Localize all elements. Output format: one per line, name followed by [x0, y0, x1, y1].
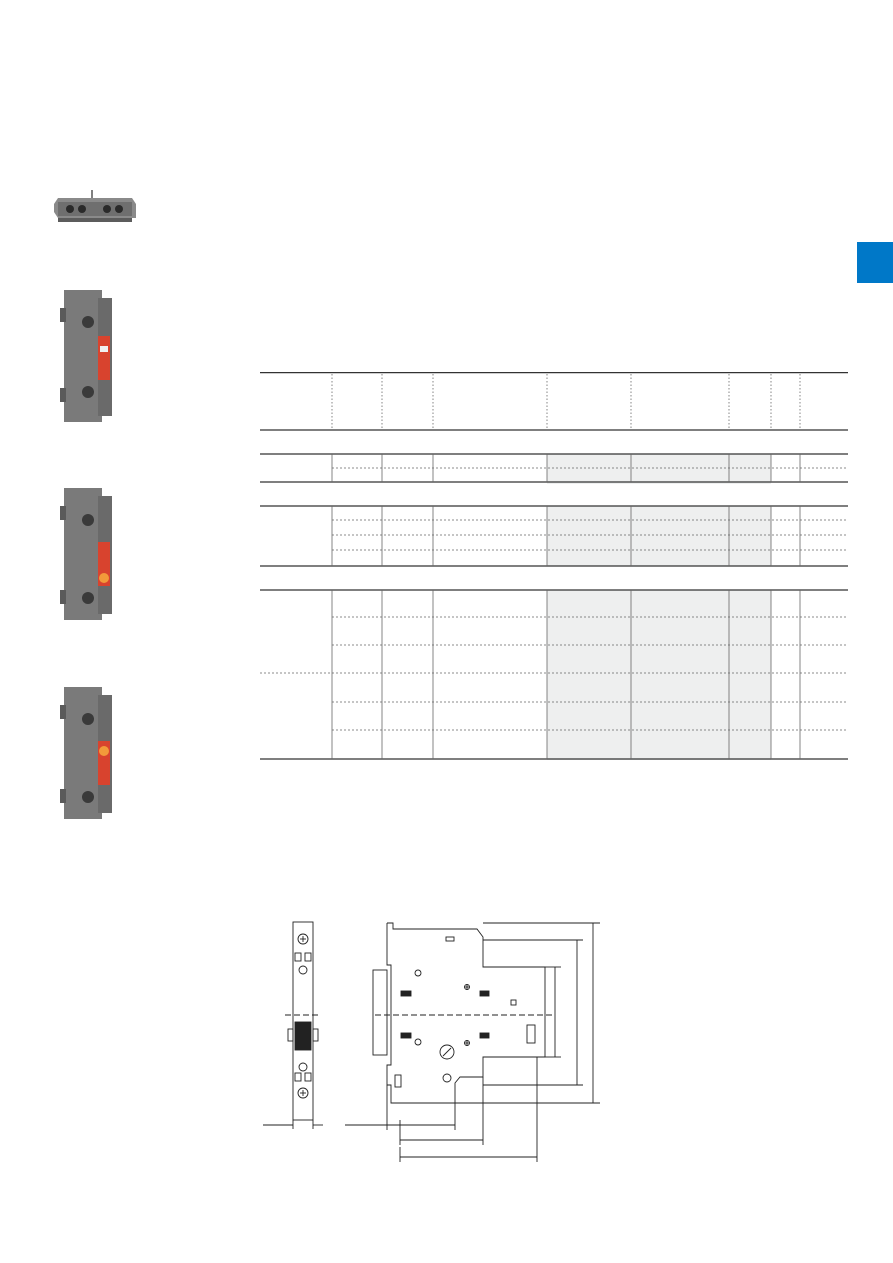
trip-indicator-contact-icon [58, 486, 118, 622]
signal-contact-icon [58, 288, 118, 424]
combined-contact-icon [58, 685, 118, 821]
table-column-dividers [332, 374, 800, 430]
dimension-drawings [255, 915, 615, 1165]
auxiliary-contact-block-icon [52, 188, 138, 228]
side-view-drawing [263, 922, 323, 1129]
front-view-drawing [345, 923, 600, 1162]
spec-table [260, 372, 848, 760]
section-tab [857, 242, 893, 283]
table-shaded-columns [547, 454, 771, 760]
